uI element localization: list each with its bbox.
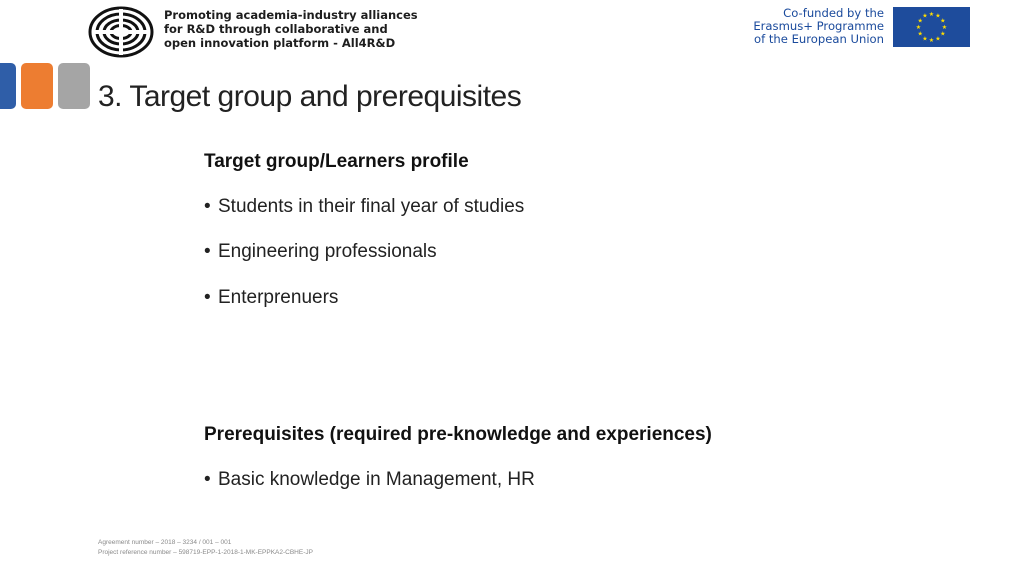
project-reference: Project reference number – 598719-EPP-1-2018-1-MK-EPPKA2-CBHE-JP — [98, 549, 313, 556]
orange-square — [21, 63, 53, 109]
bullet-icon: • — [204, 469, 211, 490]
eu-star-icon: ★ — [940, 30, 946, 38]
project-title — [164, 8, 418, 50]
list-item — [204, 196, 524, 218]
cofunded-line: Erasmus+ Programme — [753, 19, 884, 33]
eu-star-icon: ★ — [940, 17, 946, 25]
all4rd-logo — [88, 6, 154, 58]
eu-star-icon: ★ — [922, 35, 928, 43]
project-title-line: for R&D through collaborative and — [164, 22, 388, 36]
prerequisites-heading: Prerequisites (required pre-knowledge and experiences) — [204, 424, 712, 445]
list-item — [204, 241, 437, 263]
list-item-text: Enterprenuers — [218, 287, 339, 308]
eu-star-icon: ★ — [917, 17, 923, 25]
list-item-text: Engineering professionals — [218, 241, 437, 262]
footer — [98, 538, 313, 558]
cofunded-text — [753, 7, 884, 46]
list-item — [204, 469, 535, 491]
project-title-line: open innovation platform - All4R&D — [164, 36, 396, 50]
slide-title: 3. Target group and prerequisites — [98, 80, 522, 113]
bullet-icon: • — [204, 287, 211, 308]
gray-square — [58, 63, 90, 109]
cofunded-line: of the European Union — [754, 32, 884, 46]
list-item-text: Basic knowledge in Management, HR — [218, 469, 535, 490]
eu-star-icon: ★ — [928, 11, 935, 18]
list-item — [204, 287, 338, 309]
list-item-text: Students in their final year of studies — [218, 196, 525, 217]
bullet-icon: • — [204, 196, 211, 217]
eu-star-icon: ★ — [917, 30, 923, 38]
project-title-line: Promoting academia-industry alliances — [164, 8, 418, 22]
eu-star-icon: ★ — [915, 24, 922, 31]
eu-star-icon: ★ — [941, 24, 948, 31]
bullet-icon: • — [204, 241, 211, 262]
eu-star-icon: ★ — [922, 12, 928, 20]
eu-star-icon: ★ — [935, 12, 941, 20]
eu-star-icon: ★ — [935, 35, 941, 43]
eu-star-icon: ★ — [928, 37, 935, 44]
agreement-number: Agreement number – 2018 – 3234 / 001 – 001 — [98, 539, 232, 546]
cofunded-line: Co-funded by the — [783, 6, 884, 20]
target-group-heading: Target group/Learners profile — [204, 151, 469, 172]
eu-flag-icon — [893, 7, 970, 47]
blue-square — [0, 63, 16, 109]
